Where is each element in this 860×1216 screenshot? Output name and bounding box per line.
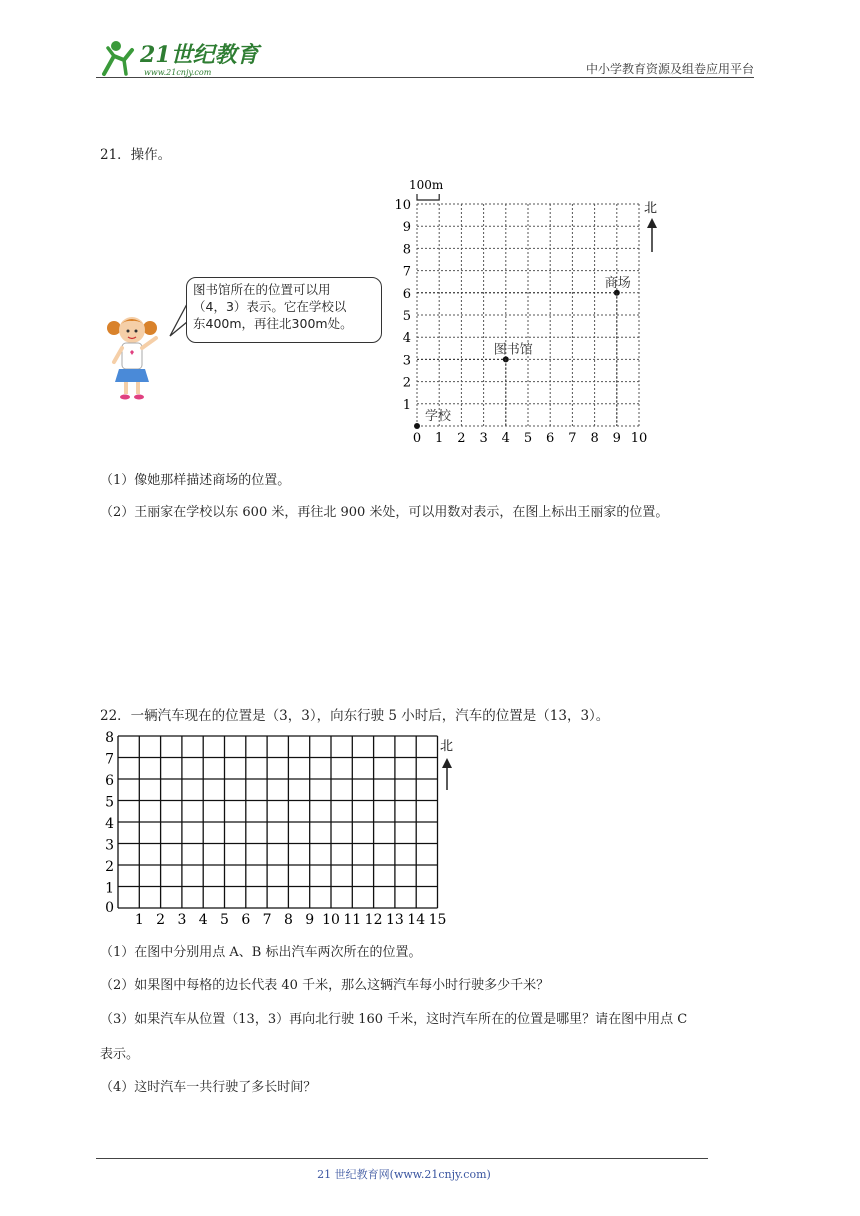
q21-title: 21．操作。: [100, 147, 172, 163]
y-tick-label: 7: [105, 751, 114, 768]
north-arrow-head: [647, 218, 657, 228]
footer-divider: [96, 1158, 708, 1159]
x-tick-label: 15: [428, 912, 447, 928]
x-tick-label: 14: [407, 912, 426, 928]
y-tick-label: 6: [105, 773, 114, 789]
speech-bubble: [186, 277, 382, 343]
y-tick-label: 8: [105, 730, 114, 746]
y-tick-label: 1: [402, 397, 411, 413]
x-tick-label: 13: [385, 912, 404, 928]
x-tick-label: 9: [305, 912, 315, 928]
point-label: 学校: [425, 409, 452, 424]
y-tick-label: 5: [402, 309, 411, 324]
q22-sub3-line2: 表示。: [100, 1047, 140, 1062]
x-tick-label: 2: [457, 431, 466, 446]
x-tick-label: 11: [343, 912, 362, 928]
north-label: 北: [644, 201, 658, 216]
logo-text: 21世纪教育: [140, 42, 259, 68]
x-tick-label: 0: [412, 431, 422, 446]
north-arrow-head: [442, 758, 452, 768]
x-tick-label: 6: [241, 912, 251, 928]
y-tick-label: 10: [394, 198, 411, 213]
site-logo: [96, 34, 266, 80]
x-tick-label: 7: [262, 912, 272, 928]
y-tick-label: 2: [402, 375, 411, 391]
y-tick-label: 0: [105, 900, 114, 916]
x-tick-label: 10: [322, 912, 340, 928]
x-tick-label: 3: [177, 912, 187, 928]
footer-text: 21 世纪教育网(www.21cnjy.com): [317, 1168, 491, 1181]
x-tick-label: 12: [364, 912, 383, 928]
x-tick-label: 6: [546, 431, 555, 446]
x-tick-label: 3: [479, 431, 488, 446]
q21-sub1: （1）像她那样描述商场的位置。: [100, 473, 291, 488]
x-tick-label: 4: [501, 431, 510, 446]
y-tick-label: 3: [402, 353, 411, 369]
q21-sub2: （2）王丽家在学校以东 600 米，再往北 900 米处，可以用数对表示，在图上标出王丽家的位置。: [100, 505, 669, 520]
y-tick-label: 3: [105, 837, 114, 854]
header-divider: [96, 77, 754, 78]
point-label: 商场: [604, 275, 631, 291]
y-tick-label: 2: [105, 859, 114, 875]
y-tick-label: 5: [105, 794, 114, 811]
point-marker: [414, 423, 420, 429]
x-tick-label: 5: [523, 431, 533, 446]
y-tick-label: 1: [105, 880, 114, 897]
q22-sub1: （1）在图中分别用点 A、B 标出汽车两次所在的位置。: [100, 945, 422, 960]
q22-coordinate-grid: [100, 726, 470, 932]
x-tick-label: 10: [630, 431, 648, 446]
speech-line: 东400m，再往北300m处。: [193, 316, 353, 331]
y-tick-label: 4: [402, 331, 411, 347]
x-tick-label: 4: [198, 912, 208, 928]
x-tick-label: 9: [612, 431, 621, 446]
x-tick-label: 1: [435, 431, 444, 446]
x-tick-label: 1: [134, 912, 144, 928]
q22-sub3-line1: （3）如果汽车从位置（13，3）再向北行驶 160 千米，这时汽车所在的位置是哪里？请在图中用点 C: [100, 1012, 688, 1027]
x-tick-label: 7: [568, 431, 577, 446]
q22-sub2: （2）如果图中每格的边长代表 40 千米，那么这辆汽车每小时行驶多少千米？: [100, 978, 550, 993]
north-label: 北: [440, 739, 454, 754]
y-tick-label: 8: [402, 242, 411, 258]
scale-bar: [417, 194, 439, 200]
point-label: 图书馆: [493, 342, 533, 358]
platform-name: 中小学教育资源及组卷应用平台: [585, 62, 754, 76]
q22-title: 22．一辆汽车现在的位置是（3，3），向东行驶 5 小时后，汽车的位置是（13，3）。: [100, 708, 610, 724]
x-tick-label: 8: [590, 431, 599, 446]
y-tick-label: 6: [402, 286, 411, 302]
girl-illustration: [104, 312, 166, 404]
speech-line: 图书馆所在的位置可以用: [193, 282, 331, 297]
x-tick-label: 2: [156, 912, 166, 928]
speech-line: （4，3）表示。它在学校以: [193, 299, 347, 314]
q22-sub4: （4）这时汽车一共行驶了多长时间？: [100, 1080, 317, 1095]
x-tick-label: 5: [220, 912, 229, 928]
q21-coordinate-grid: [390, 170, 680, 450]
logo-url: www.21cnjy.com: [144, 68, 212, 77]
y-tick-label: 9: [402, 220, 411, 236]
x-tick-label: 8: [283, 912, 293, 928]
y-tick-label: 4: [105, 816, 114, 832]
y-tick-label: 7: [402, 264, 411, 280]
scale-label: 100m: [409, 178, 444, 192]
